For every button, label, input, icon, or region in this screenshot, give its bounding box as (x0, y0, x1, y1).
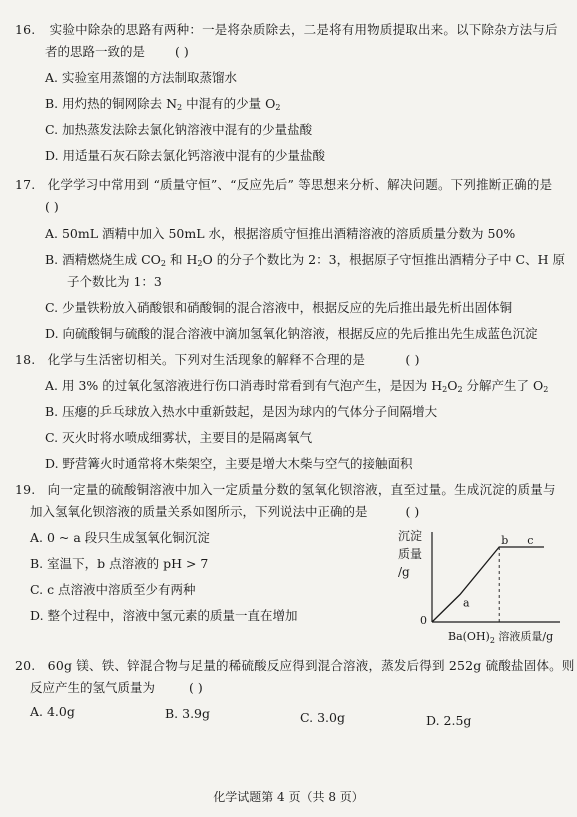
q17-option-d: D. 向硫酸铜与硫酸的混合溶液中滴加氢氧化钠溶液，根据反应的先后推出先生成蓝色沉淀 (45, 326, 538, 341)
q16-answer-blank: ( ) (175, 44, 189, 59)
q20-stem2: 反应产生的氢气质量为 (30, 680, 156, 695)
chart-ylabel-3: /g (398, 565, 410, 579)
q16-stem-line1 (15, 22, 558, 38)
q16-option-d: D. 用适量石灰石除去氯化钙溶液中混有的少量盐酸 (45, 148, 326, 163)
q16-number: 16. (15, 22, 36, 37)
q16-option-a: A. 实验室用蒸馏的方法制取蒸馏水 (45, 70, 237, 85)
q18-stem-text: 化学与生活密切相关。下列对生活现象的解释不合理的是 (47, 352, 366, 367)
q19-precipitate-chart (390, 524, 570, 644)
q17-option-c: C. 少量铁粉放入硝酸银和硝酸铜的混合溶液中，根据反应的先后推出最先析出固体铜 (45, 300, 513, 315)
chart-point-b-label: b (501, 534, 509, 547)
q18-number: 18. (15, 352, 36, 367)
q19-stem-line2 (30, 504, 419, 520)
q16-stem2: 者的思路一致的是 (45, 44, 146, 59)
chart-point-c-label: c (527, 534, 534, 547)
chart-point-a-label: a (463, 596, 470, 610)
chart-ylabel-1: 沉淀 (398, 529, 423, 543)
chart-origin-label: 0 (420, 614, 427, 627)
q19-stem1: 向一定量的硫酸铜溶液中加入一定质量分数的氢氧化钡溶液，直至过量。生成沉淀的质量与 (47, 482, 556, 497)
q16-stem1: 实验中除杂的思路有两种：一是将杂质除去，二是将有用物质提取出来。以下除杂方法与后 (49, 22, 558, 37)
q19-option-c: C. c 点溶液中溶质至少有两种 (30, 582, 196, 597)
q20-stem-line2 (30, 680, 203, 696)
q17-option-a: A. 50mL 酒精中加入 50mL 水，根据溶质守恒推出酒精溶液的溶质质量分数为 50% (45, 226, 516, 241)
q18-option-b: B. 压瘪的乒乓球放入热水中重新鼓起，是因为球内的气体分子间隔增大 (45, 404, 438, 419)
page-footer: 化学试题第 4 页（共 8 页） (213, 790, 364, 804)
q19-answer-blank: ( ) (405, 504, 420, 519)
q20-option-b: B. 3.9g (165, 706, 211, 721)
q20-option-c: C. 3.0g (300, 710, 345, 725)
q17-option-b: B. 酒精燃烧生成 $CO_2$ 和 $H_2O$ 的分子个数比为 2：3，根据原子守恒推出酒精分子中 C、H 原 (45, 252, 565, 268)
q17-option-b-cont: 子个数比为 1：3 (67, 274, 162, 289)
q16-stem-line2 (45, 44, 189, 60)
q17-number: 17. (15, 177, 36, 192)
chart-ylabel-2: 质量 (398, 547, 423, 561)
q19-stem-line1 (15, 482, 556, 498)
q20-option-a: A. 4.0g (30, 704, 75, 719)
q20-stem-line1 (15, 658, 575, 674)
q18-answer-blank: ( ) (405, 352, 420, 367)
q20-number: 20. (15, 658, 36, 673)
q19-option-a: A. 0 ~ a 段只生成氢氧化铜沉淀 (30, 530, 210, 545)
q20-stem1: 60g 镁、铁、锌混合物与足量的稀硫酸反应得到混合溶液，蒸发后得到 252g 硫酸盐固体。则 (47, 658, 575, 673)
q17-stem-line1 (15, 177, 552, 193)
q16-option-b: B. 用灼热的铜网除去 $N_2$ 中混有的少量 $O_2$ (45, 96, 281, 112)
q17-stem1: 化学学习中常用到 “质量守恒”、“反应先后” 等思想来分析、解决问题。下列推断正确的是 (47, 177, 553, 192)
q19-number: 19. (15, 482, 36, 497)
q18-option-a: A. 用 3% 的过氧化氢溶液进行伤口消毒时常看到有气泡产生，是因为 $H_2O_2$ 分解产生了 $O_2$ (45, 378, 549, 394)
q19-option-d: D. 整个过程中，溶液中氢元素的质量一直在增加 (30, 608, 298, 623)
chart-series-line (432, 547, 544, 622)
chart-xlabel: $Ba(OH)_2$ 溶液质量/g (448, 630, 554, 644)
q16-option-c: C. 加热蒸发法除去氯化钠溶液中混有的少量盐酸 (45, 122, 313, 137)
q17-answer-blank: ( ) (45, 199, 59, 214)
q20-option-d: D. 2.5g (426, 713, 472, 728)
q19-stem2: 加入氢氧化钡溶液的质量关系如图所示，下列说法中正确的是 (30, 504, 368, 519)
q18-option-c: C. 灭火时将水喷成细雾状，主要目的是隔离氧气 (45, 430, 313, 445)
q18-stem (15, 352, 420, 368)
q19-option-b: B. 室温下，b 点溶液的 pH > 7 (30, 556, 209, 571)
q20-answer-blank: ( ) (189, 680, 203, 695)
q18-option-d: D. 野营篝火时通常将木柴架空，主要是增大木柴与空气的接触面积 (45, 456, 413, 471)
